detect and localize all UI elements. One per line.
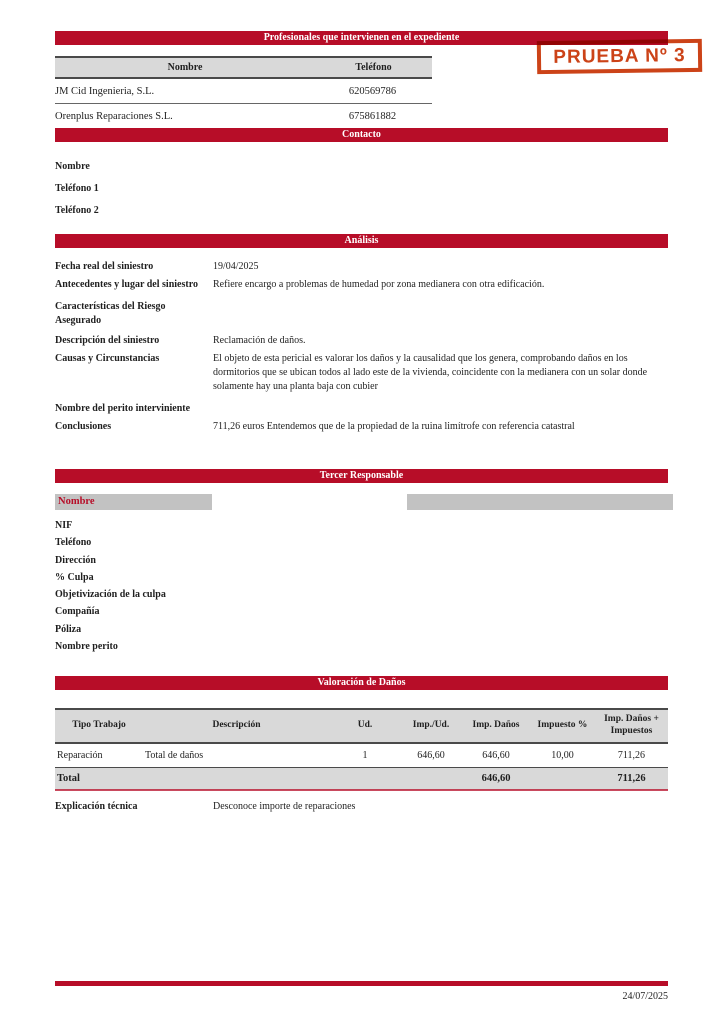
field-label: Descripción del siniestro [55, 335, 160, 346]
redacted-value-box [407, 494, 673, 510]
field-value: 711,26 euros Entendemos que de la propiedad de la ruina limítrofe con referencia catastral [213, 421, 575, 432]
section-contacto [55, 128, 668, 222]
field-label: Nombre perito [55, 641, 118, 653]
section-title-bar-analisis: Análisis [55, 234, 668, 248]
professional-name: Orenplus Reparaciones S.L. [55, 111, 173, 122]
empty-cell [400, 767, 462, 790]
valoracion-header: Descripción [212, 719, 261, 730]
section-tercer-responsable [55, 469, 668, 655]
field-row [55, 278, 668, 292]
valoracion-header: Impuesto % [537, 719, 588, 730]
field-label: Teléfono 2 [55, 205, 99, 216]
section-title-bar-contacto: Contacto [55, 128, 668, 142]
field-row [55, 334, 668, 348]
field-label: Nombre [58, 496, 95, 507]
table-row [55, 78, 432, 104]
empty-cell [143, 767, 330, 790]
work-description: Total de daños [145, 749, 204, 761]
section-analisis [55, 234, 668, 434]
units: 1 [362, 749, 368, 761]
field-label: NIF [55, 520, 73, 531]
tercer-nombre-row [55, 494, 668, 510]
field-value [213, 402, 668, 416]
field-label: Causas y Circunstancias [55, 353, 160, 364]
valoracion-header: Tipo Trabajo [72, 719, 126, 730]
professional-phone: 620569786 [348, 86, 397, 97]
field-label: Póliza [55, 623, 82, 635]
damage-plus-tax: 711,26 [617, 749, 646, 761]
section-title-bar-profesionales: Profesionales que intervienen en el expediente [55, 31, 668, 45]
field-label: Objetivización de la culpa [55, 589, 166, 601]
empty-cell [530, 767, 595, 790]
valoracion-header: Imp. Daños [472, 719, 520, 730]
field-label: Dirección [55, 554, 96, 566]
profesionales-header-nombre: Nombre [167, 62, 203, 73]
analisis-fields [55, 248, 668, 434]
explicacion-row [55, 800, 668, 814]
footer-rule [55, 981, 668, 986]
field-row [55, 300, 668, 328]
valoracion-table-header-row [55, 709, 668, 743]
field-value: 19/04/2025 [213, 261, 259, 272]
profesionales-header-telefono: Teléfono [355, 62, 392, 73]
field-row [55, 352, 668, 394]
professional-name: JM Cid Ingenieria, S.L. [55, 86, 155, 97]
field-label: Características del Riesgo Asegurado [55, 301, 166, 326]
prueba-stamp-label: PRUEBA Nº 3 [553, 44, 686, 68]
valoracion-header: Imp. Daños + Impuestos [604, 714, 659, 736]
empty-cell [330, 767, 400, 790]
field-label: Teléfono [55, 537, 92, 549]
total-damage-amount: 646,60 [481, 772, 511, 784]
professional-phone: 675861882 [348, 111, 397, 122]
field-label: Nombre [55, 161, 90, 172]
amount-per-unit: 646,60 [417, 749, 445, 761]
field-label: Fecha real del siniestro [55, 261, 154, 272]
section-title-bar-valoracion: Valoración de Daños [55, 676, 668, 690]
field-label: Teléfono 1 [55, 183, 99, 194]
valoracion-header: Ud. [357, 719, 373, 730]
tax-percent: 10,00 [551, 749, 574, 761]
tercer-labels [55, 510, 668, 655]
field-value: Reclamación de daños. [213, 335, 306, 346]
field-value: Desconoce importe de reparaciones [213, 800, 356, 812]
field-label: Antecedentes y lugar del siniestro [55, 279, 198, 290]
field-row [55, 402, 668, 416]
profesionales-table-header-row [55, 57, 432, 78]
total-damage-plus-tax: 711,26 [617, 772, 646, 784]
field-row [55, 260, 668, 274]
total-label: Total [57, 772, 80, 784]
work-type: Reparación [57, 749, 103, 761]
valoracion-table [55, 708, 668, 791]
footer-date: 24/07/2025 [622, 991, 668, 1002]
field-label: Compañía [55, 606, 100, 618]
section-valoracion [55, 676, 668, 814]
damage-amount: 646,60 [482, 749, 510, 761]
field-label: Explicación técnica [55, 800, 138, 812]
valoracion-header: Imp./Ud. [412, 719, 450, 730]
field-row [55, 420, 668, 434]
total-row [55, 767, 668, 790]
redacted-value-box [55, 494, 212, 510]
table-row [55, 104, 432, 129]
profesionales-table [55, 56, 432, 128]
field-label: Conclusiones [55, 421, 112, 432]
field-label: % Culpa [55, 571, 94, 583]
field-value: El objeto de esta pericial es valorar los daños y la causalidad que los genera, comprobando daños en los dormitorios que se ubican todos al lado este de la vivienda, coincidente con la medianera con un solar donde solamente hay una planta baja con cubier [213, 353, 648, 392]
section-title-bar-tercer-responsable: Tercer Responsable [55, 469, 668, 483]
field-label: Nombre del perito interviniente [55, 403, 191, 414]
field-value: Refiere encargo a problemas de humedad por zona medianera con otra edificación. [213, 279, 545, 290]
table-row [55, 743, 668, 768]
contacto-labels [55, 142, 668, 222]
field-value [213, 300, 668, 328]
prueba-stamp [537, 39, 702, 74]
